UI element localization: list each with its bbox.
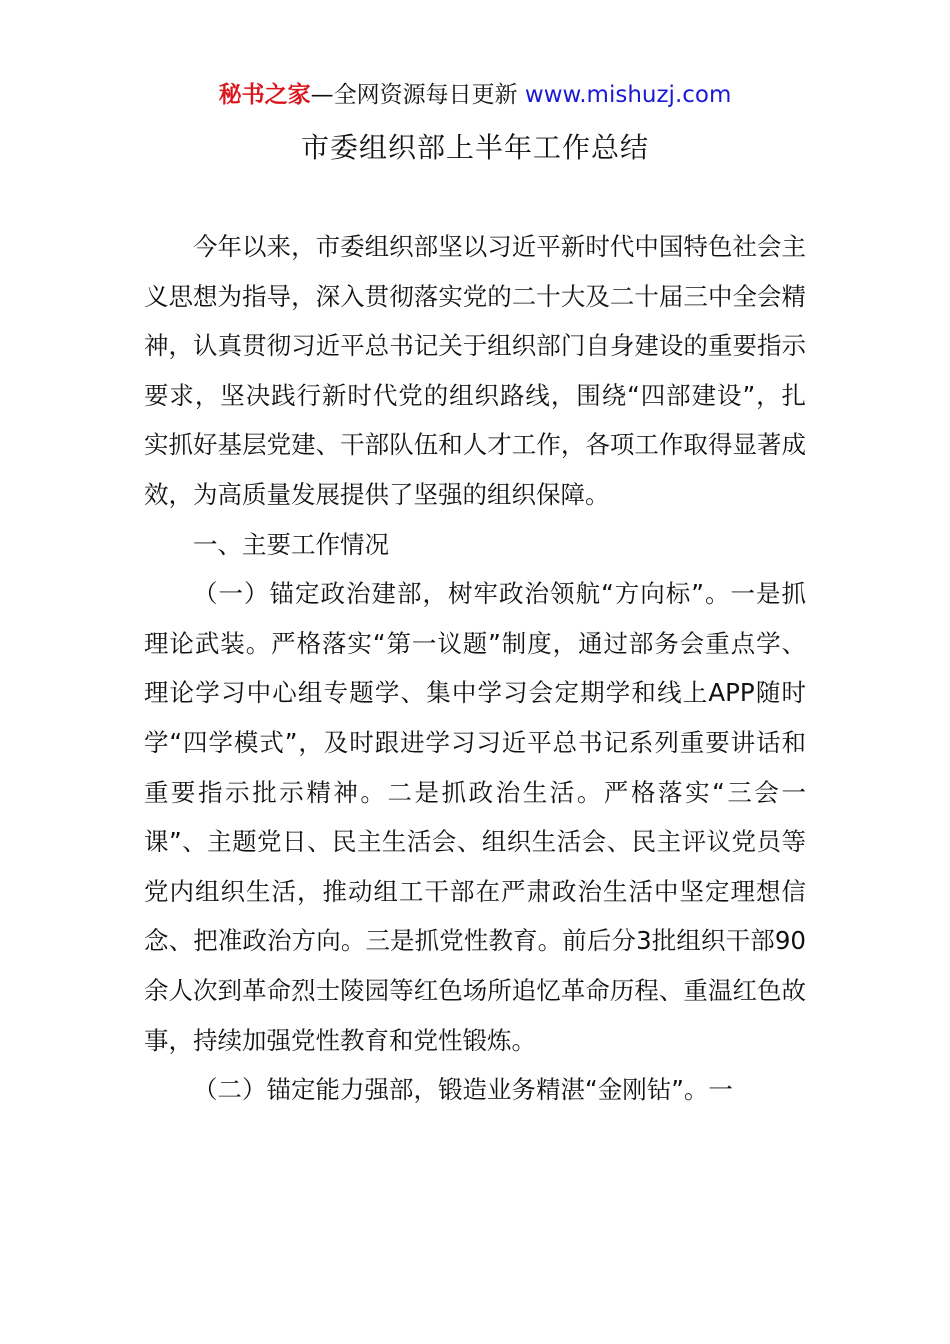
- body-paragraph: （二）锚定能力强部，锻造业务精湛“金刚钻”。一: [193, 1075, 733, 1105]
- section-heading: 一、主要工作情况: [193, 529, 389, 559]
- site-header: [0, 78, 950, 112]
- body-paragraph: （一）锚定政治建部，树牢政治领航“方向标”。一是抓理论武装。严格落实“第一议题”制度，通过部务会重点学、理论学习中心组专题学、集中学习会定期学和线上APP随时学“四学模式”，及时跟进学习习近平总书记系列重要讲话和重要指示批示精神。二是抓政治生活。严格落实“三会一课”、主题党日、民主生活会、组织生活会、民主评议党员等党内组织生活，推动组工干部在严肃政治生活中坚定理想信念、把准政治方向。三是抓党性教育。前后分3批组织干部90余人次到革命烈士陵园等红色场所追忆革命历程、重温红色故事，持续加强党性教育和党性锻炼。: [144, 579, 806, 1055]
- document-body: [144, 222, 806, 1115]
- header-tagline: —全网资源每日更新: [310, 82, 525, 108]
- document-title: 市委组织部上半年工作总结: [300, 131, 649, 164]
- intro-paragraph: 今年以来，市委组织部坚以习近平新时代中国特色社会主义思想为指导，深入贯彻落实党的二十大及二十届三中全会精神，认真贯彻习近平总书记关于组织部门自身建设的重要指示要求，坚决践行新时代党的组织路线，围绕“四部建设”，扎实抓好基层党建、干部队伍和人才工作，各项工作取得显著成效，为高质量发展提供了坚强的组织保障。: [144, 232, 806, 509]
- brand-name: 秘书之家: [218, 82, 311, 108]
- site-url-link[interactable]: www.mishuzj.com: [524, 82, 732, 108]
